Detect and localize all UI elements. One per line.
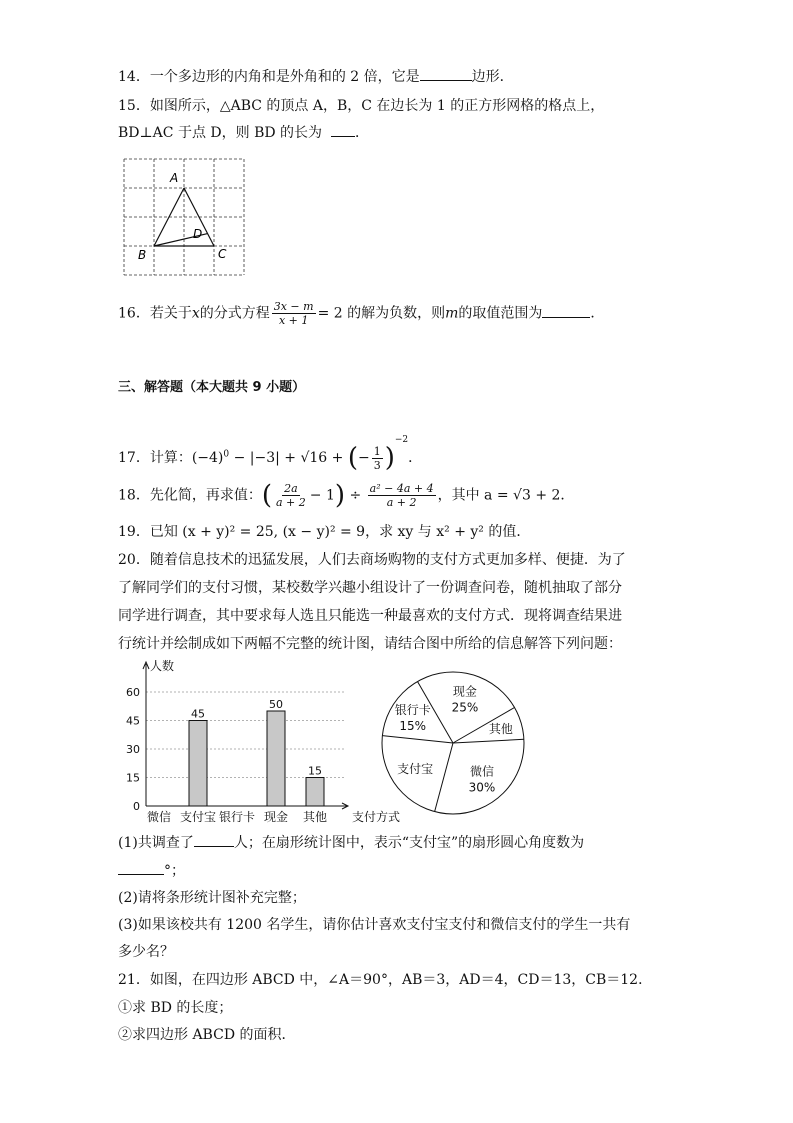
- x-axis-title: 支付方式: [352, 810, 401, 824]
- q16-text-b: 的分式方程: [199, 305, 270, 322]
- q20-sub3-cont: 多少名？: [118, 944, 174, 960]
- pie-slice-label: 现金: [452, 684, 477, 699]
- q17-exp0: 0: [223, 449, 230, 460]
- q16-frac-den: x + 1: [278, 314, 309, 327]
- q18-f1-num: 2a: [284, 482, 298, 495]
- y-tick-label: 15: [126, 771, 140, 785]
- q15-blank: [331, 122, 355, 137]
- question-19: 19．已知 (x + y)² = 25, (x − y)² = 9，求 xy 与 x² + y² 的值．: [118, 524, 531, 540]
- bar: [267, 711, 285, 806]
- x-tick-label: 支付宝: [179, 810, 217, 824]
- q17-end: ．: [408, 450, 423, 466]
- q17-paren-open: (: [347, 443, 358, 473]
- q20-line-3: 同学进行调查，其中要求每人选且只能选一种最喜欢的支付方式．现将调查结果进: [118, 608, 622, 624]
- q18-text: 18．先化简，再求值：: [118, 487, 262, 504]
- q18-f2-num: a² − 4a + 4: [369, 482, 434, 495]
- question-15-line2: [118, 122, 369, 143]
- label-b: B: [138, 248, 147, 262]
- q17-fraction: [372, 445, 383, 472]
- q17-exp2: −2: [394, 435, 409, 445]
- x-tick-label: 银行卡: [218, 810, 256, 824]
- q20-sub1: [118, 832, 584, 853]
- q20-line-4: 行统计并绘制成如下两幅不完整的统计图，请结合图中所给的信息解答下列问题：: [118, 636, 622, 652]
- y-tick-label: 45: [126, 714, 140, 728]
- question-15-line1: 15．如图所示，△ABC 的顶点 A，B，C 在边长为 1 的正方形网格的格点上，: [118, 98, 605, 114]
- pie-slice-percent: 25%: [451, 700, 479, 715]
- q14-blank: [420, 66, 472, 81]
- bar-value-label: 45: [191, 707, 205, 721]
- q14-text: 14．一个多边形的内角和是外角和的 2 倍，它是: [118, 69, 420, 85]
- q18-paren-close: ): [334, 480, 346, 511]
- q20-sub1-text-b: 人；在扇形统计图中，表示“支付宝”的扇形圆心角度数为: [233, 835, 585, 851]
- q16-text-a: 16．若关于: [118, 305, 192, 322]
- pie-slice-percent: 30%: [468, 780, 496, 795]
- question-21: 21．如图，在四边形 ABCD 中，∠A＝90°，AB＝3，AD＝4，CD＝13，CB＝12．: [118, 972, 653, 988]
- q15-text-end: ．: [354, 125, 369, 141]
- bar-chart: [112, 658, 401, 830]
- q18-div: ÷: [349, 487, 362, 504]
- q20-line-1: 20．随着信息技术的迅猛发展，人们去商场购物的支付方式更加多样、便捷．为了: [118, 552, 626, 568]
- y-axis-title: 人数: [150, 659, 175, 673]
- q18-condition: ，其中 a = √3 + 2．: [437, 487, 575, 504]
- y-tick-label: 0: [133, 800, 140, 813]
- q17-text: 17．计算：: [118, 450, 192, 466]
- question-14: [118, 66, 514, 87]
- q16-text-d: 的取值范围为: [458, 305, 543, 322]
- question-18: [118, 482, 574, 509]
- q14-text-end: 边形．: [471, 69, 514, 85]
- q18-minus1: − 1: [309, 487, 335, 504]
- bar: [306, 778, 324, 807]
- q20-sub3: (3)如果该校共有 1200 名学生，请你估计喜欢支付宝支付和微信支付的学生一共有: [118, 917, 631, 933]
- label-d: D: [193, 227, 203, 241]
- q18-fraction-2: [368, 482, 436, 509]
- q20-line-2: 了解同学们的支付习惯，某校数学兴趣小组设计了一份调查问卷，随机抽取了部分: [118, 580, 622, 596]
- pie-slice-label: 其他: [488, 721, 513, 736]
- q17-expr-a: (−4): [191, 450, 224, 466]
- grid-triangle-figure: [120, 155, 250, 280]
- q18-f1-den: a + 2: [275, 496, 306, 509]
- q16-text-e: ．: [590, 305, 605, 322]
- y-tick-label: 30: [126, 743, 140, 756]
- q17-paren-close: ): [384, 443, 395, 473]
- q16-var-x: x: [191, 305, 200, 322]
- x-tick-label: 微信: [146, 810, 172, 824]
- label-a: A: [170, 171, 179, 185]
- q17-expr-b: − |−3| + √16 +: [229, 450, 348, 466]
- q17-frac-den: 3: [373, 458, 381, 472]
- pie-slice-label: 银行卡: [394, 702, 431, 717]
- q16-text-c: = 2 的解为负数，则: [317, 305, 446, 322]
- x-tick-label: 其他: [302, 810, 328, 824]
- y-tick-label: 60: [126, 686, 140, 699]
- q18-f2-den: a + 2: [386, 496, 417, 509]
- q16-fraction: [272, 300, 316, 327]
- question-17: 17．计算：$(-4)^0 - |-3| + √16$ + (− $\frac{1}{3}$ )$^{-2}$．: [118, 435, 423, 473]
- q20-sub1-blank1: [194, 832, 234, 847]
- bar-value-label: 15: [308, 764, 322, 778]
- pie-chart: [378, 668, 528, 818]
- q16-frac-num: 3x − m: [273, 300, 314, 313]
- q20-sub1-cont: [118, 860, 185, 881]
- q18-paren-open: (: [261, 480, 272, 511]
- q16-blank: [542, 303, 590, 318]
- q21-part1: ①求 BD 的长度；: [118, 1000, 233, 1016]
- q20-sub1-blank2: [118, 860, 164, 875]
- section-3-title: 三、解答题（本大题共 9 小题）: [118, 380, 306, 395]
- bar: [189, 721, 207, 807]
- q20-sub1-text-a: (1)共调查了: [118, 835, 194, 851]
- pie-slice-label: 微信: [469, 764, 494, 779]
- q16-var-m: m: [445, 305, 459, 322]
- pie-slice-percent: 15%: [399, 718, 427, 733]
- q21-part2: ②求四边形 ABCD 的面积．: [118, 1027, 296, 1043]
- q20-sub2: (2)请将条形统计图补充完整；: [118, 890, 306, 906]
- q17-frac-num: 1: [373, 444, 381, 458]
- question-16: [118, 300, 604, 327]
- q15-text: BD⊥AC 于点 D，则 BD 的长为: [118, 125, 323, 141]
- pie-slice-label: 支付宝: [397, 762, 434, 777]
- q20-sub1-text-c: °；: [164, 863, 185, 879]
- x-tick-label: 现金: [263, 810, 289, 824]
- q18-fraction-1: [274, 482, 308, 509]
- label-c: C: [218, 247, 227, 261]
- bar-value-label: 50: [269, 698, 283, 711]
